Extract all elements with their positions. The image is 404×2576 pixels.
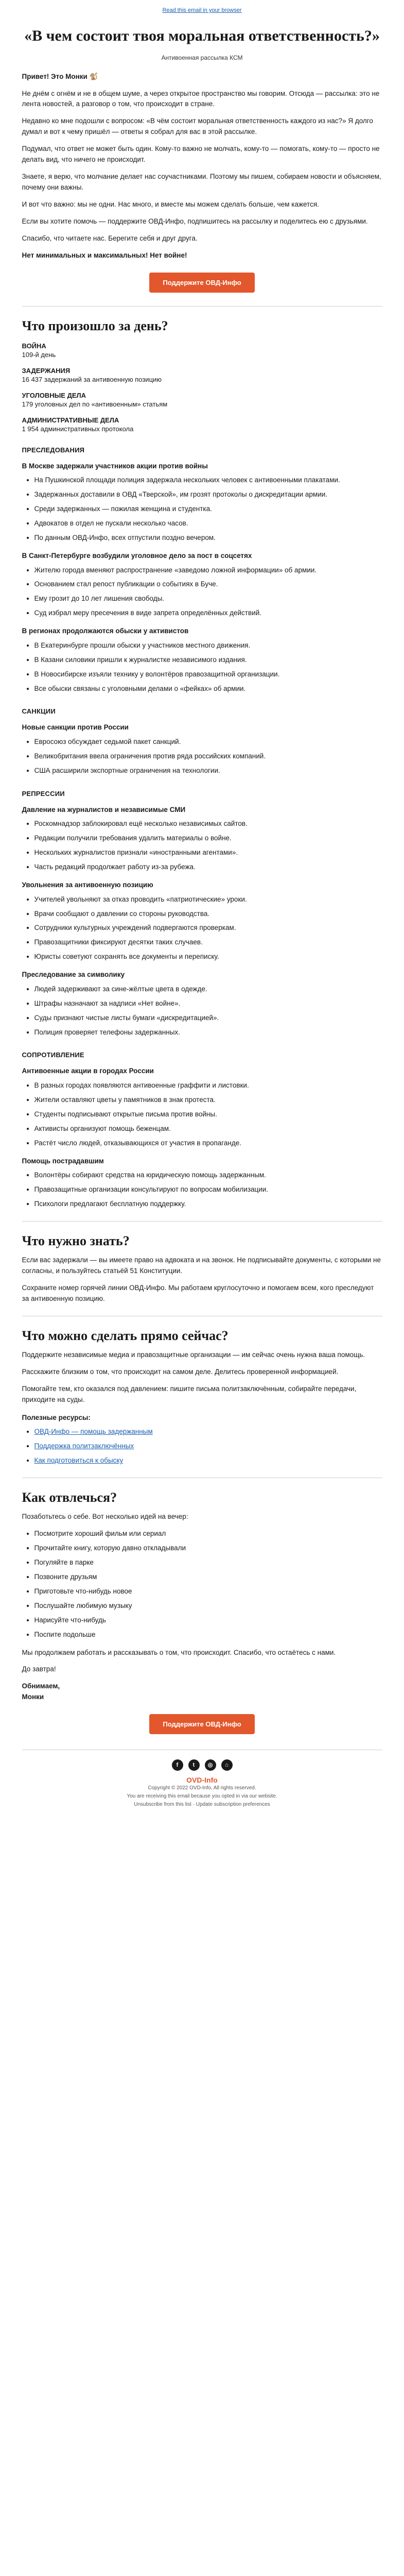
social-links (22, 1759, 382, 1771)
what-to-know-paragraph: Если вас задержали — вы имеете право на адвоката и на звонок. Не подписывайте документы, с которыми не согласны, и пользуйтесь статьёй 51 Конституции. (22, 1256, 381, 1275)
section-heading: РЕПРЕССИИ (22, 789, 65, 798)
what-to-do-paragraph: Поддержите независимые медиа и правозащитные организации — им сейчас очень нужна ваша помощь. (22, 1351, 365, 1359)
how-item: • Погуляйте в парке (34, 1557, 382, 1568)
intro-paragraph: Спасибо, что читаете нас. Берегите себя и друг друга. (22, 234, 198, 242)
news-item: • США расширили экспортные ограничения на технологии. (34, 766, 382, 776)
news-list (22, 894, 382, 963)
how-intro: Позаботьтесь о себе. Вот несколько идей на вечер: (22, 1513, 188, 1521)
resource-link-item[interactable] (34, 1441, 382, 1452)
how-item: • Поспите подольше (34, 1630, 382, 1640)
links-title: Полезные ресурсы: (22, 1413, 91, 1421)
news-item: • В разных городах появляются антивоенные граффити и листовки. (34, 1080, 382, 1091)
footer-text (22, 1784, 382, 1809)
news-headline: Давление на журналистов и независимые СМИ (22, 805, 186, 814)
how-item: • Посмотрите хороший фильм или сериал (34, 1529, 382, 1539)
news-item: • Активисты организуют помощь беженцам. (34, 1124, 382, 1134)
intro-paragraph: Привет! Это Монки 🐒 (22, 72, 98, 80)
divider (22, 1221, 382, 1222)
news-list (22, 984, 382, 1038)
how-item: • Позвоните друзьям (34, 1572, 382, 1583)
news-item: • Сотрудники культурных учреждений подвергаются проверкам. (34, 923, 382, 934)
resource-link[interactable]: ОВД-Инфо — помощь задержанным (34, 1428, 153, 1436)
news-list (22, 565, 382, 619)
support-button-bottom[interactable]: Поддержите ОВД-Инфо (149, 1714, 254, 1734)
authors: Антивоенная рассылка КСМ (161, 54, 243, 61)
website-icon[interactable]: ⌂ (221, 1759, 233, 1771)
news-item: • Среди задержанных — пожилая женщина и студентка. (34, 504, 382, 515)
news-item: • Ему грозит до 10 лет лишения свободы. (34, 594, 382, 604)
news-item: • Жители оставляют цветы у памятников в знак протеста. (34, 1095, 382, 1106)
news-headline: В Санкт-Петербурге возбудили уголовное дело за пост в соцсетях (22, 551, 252, 560)
stat-label: АДМИНИСТРАТИВНЫЕ ДЕЛА (22, 416, 119, 424)
stat-value: 179 уголовных дел по «антивоенным» статьям (22, 400, 168, 408)
news-item: • Все обыски связаны с уголовными делами о «фейках» об армии. (34, 684, 382, 694)
news-item: • Студенты подписывают открытые письма против войны. (34, 1109, 382, 1120)
news-item: • Суды признают чистые листы бумаги «дискредитацией». (34, 1013, 382, 1024)
instagram-icon[interactable]: ◎ (205, 1759, 216, 1771)
news-item: • В Екатеринбурге прошли обыски у участников местного движения. (34, 640, 382, 651)
footer-unsubscribe[interactable]: Unsubscribe from this list · Update subscription preferences (134, 1802, 270, 1808)
resource-link-item[interactable] (34, 1455, 382, 1466)
news-headline: Увольнения за антивоенную позицию (22, 881, 153, 889)
intro-paragraph: Знаете, я верю, что молчание делает нас соучастниками. Поэтому мы пишем, собираем новости и объясняем, почему они важны. (22, 173, 381, 191)
news-item: • По данным ОВД-Инфо, всех отпустили поздно вечером. (34, 533, 382, 544)
news-item: • Врачи сообщают о давлении со стороны руководства. (34, 909, 382, 920)
news-item: • Правозащитные организации консультируют по вопросам мобилизации. (34, 1184, 382, 1195)
news-item: • В Новосибирске изъяли технику у волонтёров правозащитной организации. (34, 669, 382, 680)
how-item: • Прочитайте книгу, которую давно откладывали (34, 1543, 382, 1554)
facebook-icon[interactable]: f (172, 1759, 183, 1771)
closing-paragraph: До завтра! (22, 1665, 56, 1673)
what-to-do-paragraph: Расскажите близким о том, что происходит на самом деле. Делитесь проверенной информацией. (22, 1367, 339, 1376)
section-heading: СОПРОТИВЛЕНИЕ (22, 1051, 84, 1059)
divider (22, 306, 382, 307)
intro-paragraph: И вот что важно: мы не одни. Нас много, и вместе мы можем сделать больше, чем кажется. (22, 200, 319, 208)
footer (22, 1750, 382, 1809)
links-list (22, 1427, 382, 1466)
news-headline: Новые санкции против России (22, 723, 129, 732)
news-item: • Волонтёры собирают средства на юридическую помощь задержанным. (34, 1170, 382, 1181)
intro-end: Нет минимальных и максимальных! Нет войне! (22, 251, 187, 259)
twitter-icon[interactable]: t (188, 1759, 200, 1771)
news-item: • Людей задерживают за сине-жёлтые цвета в одежде. (34, 984, 382, 995)
resource-link[interactable]: Поддержка политзаключённых (34, 1442, 134, 1450)
news-list (22, 737, 382, 776)
section-heading: САНКЦИИ (22, 707, 56, 716)
news-item: • Евросоюз обсуждает седьмой пакет санкций. (34, 737, 382, 748)
news-list (22, 640, 382, 694)
intro-paragraph: Недавно ко мне подошли с вопросом: «В чём состоит моральная ответственность каждого из нас?» Я долго думал и вот к чему пришёл — ответы я собрал для вас в этой рассылке. (22, 117, 373, 136)
browser-link[interactable] (22, 7, 382, 13)
stat-value: 1 954 административных протокола (22, 425, 134, 433)
news-item: • Юристы советуют сохранять все документы и переписку. (34, 952, 382, 962)
intro (22, 72, 382, 261)
how-item: • Приготовьте что-нибудь новое (34, 1586, 382, 1597)
news-item: • Жителю города вменяют распространение «заведомо ложной информации» об армии. (34, 565, 382, 576)
how-item: • Послушайте любимую музыку (34, 1601, 382, 1612)
stat-label: УГОЛОВНЫЕ ДЕЛА (22, 391, 86, 399)
news-item: • Учителей увольняют за отказ проводить «патриотические» уроки. (34, 894, 382, 905)
support-button[interactable]: Поддержите ОВД-Инфо (149, 273, 254, 293)
how-title: Как отвлечься? (22, 1490, 117, 1505)
stat-value: 109-й день (22, 350, 56, 359)
news-item: • В Казани силовики пришли к журналистке независимого издания. (34, 655, 382, 666)
email-title: «В чем состоит твоя моральная ответственность?» (24, 27, 380, 44)
news-item: • Растёт число людей, отказывающихся от участия в пропаганде. (34, 1138, 382, 1149)
what-to-do-paragraph: Помогайте тем, кто оказался под давлением: пишите письма политзаключённым, собирайте передачи, приходите на суды. (22, 1384, 357, 1403)
what-to-know-title: Что нужно знать? (22, 1233, 130, 1248)
news-item: • Основанием стал репост публикации о событиях в Буче. (34, 579, 382, 590)
footer-line: You are receiving this email because you opted in via our website. (127, 1793, 277, 1800)
news-item: • Адвокатов в отдел не пускали несколько часов. (34, 518, 382, 529)
news-item: • Часть редакций продолжает работу из-за рубежа. (34, 862, 382, 873)
closing-paragraph: Мы продолжаем работать и рассказывать о том, что происходит. Спасибо, что остаётесь с нами. (22, 1648, 336, 1656)
news-headline: В Москве задержали участников акции против войны (22, 462, 208, 470)
news-item: • Психологи предлагают бесплатную поддержку. (34, 1199, 382, 1210)
resource-link[interactable]: Как подготовиться к обыску (34, 1456, 124, 1465)
news-item: • На Пушкинской площади полиция задержала нескольких человек с антивоенными плакатами. (34, 475, 382, 486)
footer-logo: OVD-Info (186, 1776, 218, 1785)
news-item: • Роскомнадзор заблокировал ещё несколько независимых сайтов. (34, 819, 382, 829)
browser-link-text[interactable]: Read this email in your browser (162, 7, 242, 13)
footer-line: Copyright © 2022 OVD-Info, All rights reserved. (148, 1785, 256, 1791)
news-item: • Редакции получили требования удалить материалы о войне. (34, 833, 382, 844)
resource-link-item[interactable] (34, 1427, 382, 1437)
news-sections (22, 446, 382, 1210)
news-item: • Полиция проверяет телефоны задержанных. (34, 1027, 382, 1038)
news-headline: Антивоенные акции в городах России (22, 1067, 154, 1075)
how-list (22, 1529, 382, 1640)
news-headline: В регионах продолжаются обыски у активистов (22, 627, 189, 635)
how-item: • Нарисуйте что-нибудь (34, 1615, 382, 1626)
news-item: • Великобритания ввела ограничения против ряда российских компаний. (34, 751, 382, 762)
what-to-do-title: Что можно сделать прямо сейчас? (22, 1328, 229, 1343)
news-item: • Правозащитники фиксируют десятки таких случаев. (34, 937, 382, 948)
stat-label: ЗАДЕРЖАНИЯ (22, 366, 71, 375)
news-item: • Суд избрал меру пресечения в виде запрета определённых действий. (34, 608, 382, 619)
stats (22, 342, 382, 433)
signature: Обнимаем, Монки (22, 1682, 60, 1701)
what-happened-title: Что произошло за день? (22, 318, 168, 333)
intro-paragraph: Если вы хотите помочь — поддержите ОВД-Инфо, подпишитесь на рассылку и поделитесь ею с друзьями. (22, 217, 368, 225)
news-list (22, 1080, 382, 1149)
what-to-know-paragraph: Сохраните номер горячей линии ОВД-Инфо. Мы работаем круглосуточно и помогаем всем, кого преследуют за антивоенную позицию. (22, 1283, 374, 1302)
news-list (22, 819, 382, 873)
news-item: • Нескольких журналистов признали «иностранными агентами». (34, 848, 382, 858)
news-list (22, 1170, 382, 1210)
section-heading: ПРЕСЛЕДОВАНИЯ (22, 446, 85, 454)
intro-paragraph: Подумал, что ответ не может быть один. Кому-то важно не молчать, кому-то — помогать, кому-то — просто не делать вид, что ничего не происходит. (22, 145, 380, 164)
stat-value: 16 437 задержаний за антивоенную позицию (22, 375, 162, 383)
news-list (22, 475, 382, 544)
news-headline: Помощь пострадавшим (22, 1157, 104, 1165)
news-item: • Задержанных доставили в ОВД «Тверской», им грозят протоколы о дискредитации армии. (34, 489, 382, 500)
news-headline: Преследование за символику (22, 971, 125, 979)
intro-paragraph: Не днём с огнём и не в общем шуме, а через открытое пространство мы говорим. Отсюда — рассылка: это не лента новостей, а разговор о том, что происходит в стране. (22, 89, 380, 108)
stat-label: ВОЙНА (22, 342, 46, 350)
news-item: • Штрафы назначают за надписи «Нет войне». (34, 998, 382, 1009)
